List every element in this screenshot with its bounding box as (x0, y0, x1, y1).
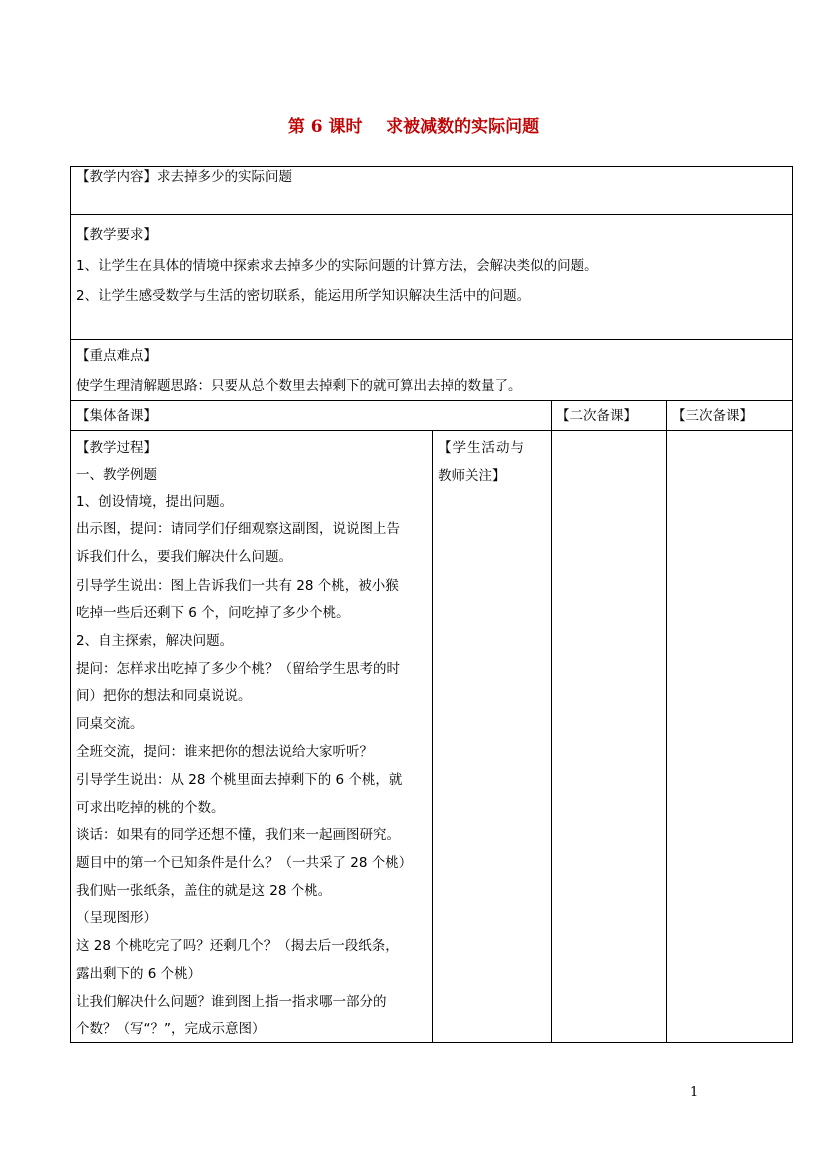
process-line: 2、自主探索，解决问题。 (76, 633, 234, 649)
table-border-bottom (70, 1042, 793, 1043)
table-border-left (70, 166, 71, 1043)
table-row-divider (70, 400, 793, 401)
process-line: 题目中的第一个已知条件是什么？（一共采了 28 个桃） (76, 855, 413, 871)
table-border-right (792, 166, 793, 1043)
requirements-header: 【教学要求】 (76, 227, 157, 243)
process-line: 个数？（写“？”，完成示意图） (76, 1021, 266, 1037)
process-line: 诉我们什么，要我们解决什么问题。 (76, 549, 292, 565)
process-header: 【教学过程】 (76, 440, 157, 456)
process-line: 可求出吃掉的桃的个数。 (76, 800, 225, 816)
page-title: 第 6 课时 求被减数的实际问题 (287, 117, 540, 137)
requirement-item: 2、让学生感受数学与生活的密切联系，能运用所学知识解决生活中的问题。 (76, 288, 531, 304)
group-prep-header: 【集体备课】 (76, 408, 157, 424)
process-line: 出示图，提问：请同学们仔细观察这副图，说说图上告 (76, 521, 400, 537)
table-border-top (70, 166, 793, 167)
page-number: 1 (690, 1085, 699, 1100)
content-row-text: 【教学内容】求去掉多少的实际问题 (76, 169, 292, 185)
process-line: 1、创设情境，提出问题。 (76, 494, 234, 510)
process-line: 我们贴一张纸条，盖住的就是这 28 个桃。 (76, 883, 332, 899)
process-line: 提问：怎样求出吃掉了多少个桃？（留给学生思考的时 (76, 661, 400, 677)
third-prep-header: 【三次备课】 (672, 408, 753, 424)
process-line: 谈话：如果有的同学还想不懂，我们来一起画图研究。 (76, 827, 400, 843)
table-col-divider (432, 430, 433, 1042)
activity-header-line1: 【学生活动与 (438, 440, 525, 456)
table-row-divider (70, 339, 793, 340)
process-line: （呈现图形） (76, 910, 157, 926)
requirement-item: 1、让学生在具体的情境中探索求去掉多少的实际问题的计算方法，会解决类似的问题。 (76, 258, 598, 274)
process-line: 同桌交流。 (76, 716, 144, 732)
table-col-divider (666, 400, 667, 1042)
process-line: 露出剩下的 6 个桃） (76, 966, 202, 982)
process-line: 吃掉一些后还剩下 6 个，问吃掉了多少个桃。 (76, 605, 350, 621)
process-line: 一、教学例题 (76, 467, 157, 483)
second-prep-header: 【二次备课】 (556, 408, 637, 424)
process-line: 引导学生说出：从 28 个桃里面去掉剩下的 6 个桃，就 (76, 772, 403, 788)
process-line: 全班交流，提问：谁来把你的想法说给大家听听？ (76, 744, 373, 760)
key-points-header: 【重点难点】 (76, 348, 157, 364)
process-line: 让我们解决什么问题？谁到图上指一指求哪一部分的 (76, 994, 387, 1010)
activity-header-line2: 教师关注】 (438, 468, 506, 484)
process-line: 间）把你的想法和同桌说说。 (76, 688, 252, 704)
process-line: 引导学生说出：图上告诉我们一共有 28 个桃，被小猴 (76, 578, 399, 594)
table-col-divider (551, 400, 552, 1042)
table-row-divider (70, 214, 793, 215)
key-points-text: 使学生理清解题思路：只要从总个数里去掉剩下的就可算出去掉的数量了。 (76, 378, 522, 394)
process-line: 这 28 个桃吃完了吗？还剩几个？（揭去后一段纸条， (76, 938, 399, 954)
